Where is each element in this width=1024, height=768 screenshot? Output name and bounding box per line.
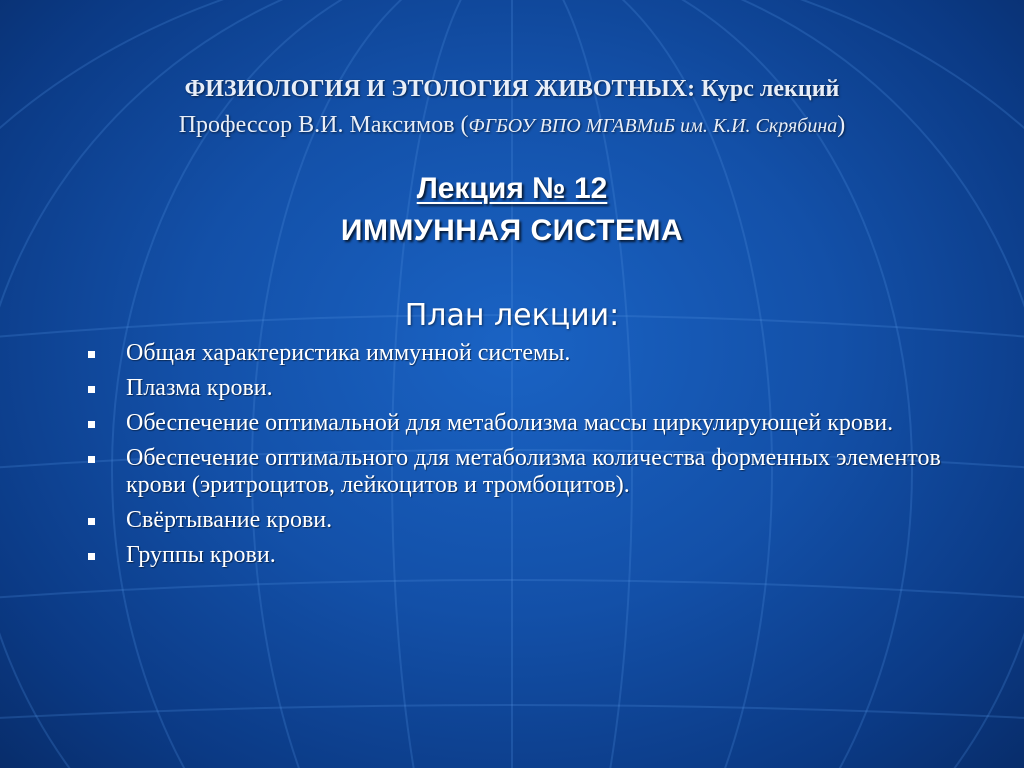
professor-name: Профессор В.И. Максимов ( (178, 112, 469, 138)
lecture-number (0, 172, 1024, 206)
lecture-number-text: Лекция № 12 (416, 172, 608, 205)
list-item (86, 340, 986, 367)
plan-heading: План лекции: (404, 298, 620, 333)
bullet-icon (88, 456, 95, 463)
list-item-text: Группы крови. (126, 542, 276, 568)
list-item (86, 410, 986, 437)
list-item-text: Общая характеристика иммунной системы. (126, 340, 571, 366)
list-item-text: Обеспечение оптимальной для метаболизма массы циркулирующей крови. (126, 410, 894, 436)
list-item (86, 445, 986, 499)
list-item (86, 375, 986, 402)
list-item-text: Обеспечение оптимального для метаболизма количества форменных элементов крови (эритроцитов, лейкоцитов и тромбоцитов). (126, 445, 941, 498)
professor-line (0, 112, 1024, 139)
bullet-icon (88, 421, 95, 428)
bullet-icon (88, 386, 95, 393)
list-item (86, 542, 986, 569)
list-item (86, 507, 986, 534)
course-title: ФИЗИОЛОГИЯ И ЭТОЛОГИЯ ЖИВОТНЫХ: Курс лекций (184, 76, 840, 102)
plan-list (86, 340, 986, 577)
bullet-icon (88, 553, 95, 560)
lecture-title: ИММУННАЯ СИСТЕМА (340, 214, 684, 247)
professor-suffix: ) (837, 112, 846, 138)
institution-name: ФГБОУ ВПО МГАВМиБ им. К.И. Скрябина (468, 115, 838, 137)
bullet-icon (88, 518, 95, 525)
list-item-text: Свёртывание крови. (126, 507, 333, 533)
bullet-icon (88, 351, 95, 358)
list-item-text: Плазма крови. (126, 375, 273, 401)
